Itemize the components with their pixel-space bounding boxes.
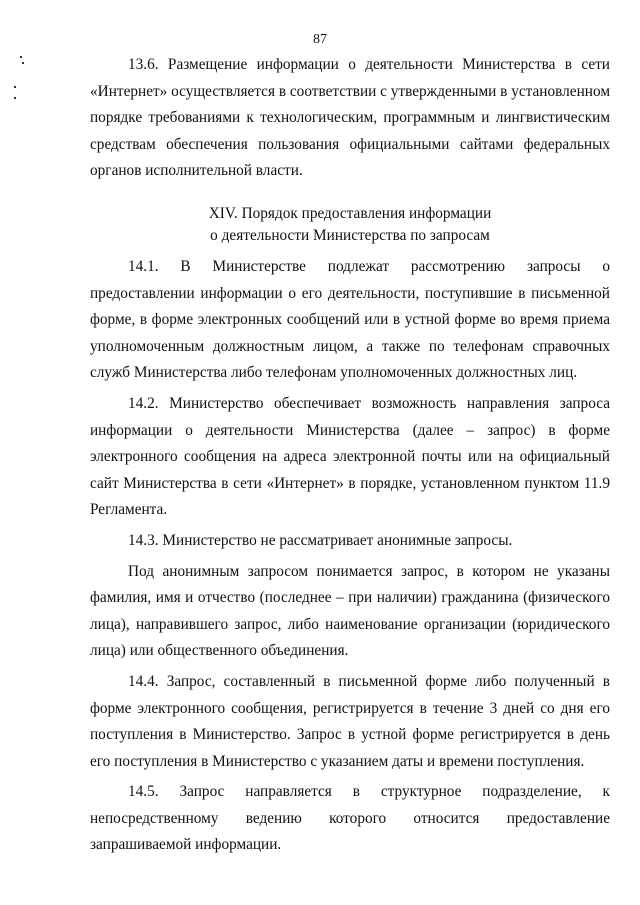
paragraph-14-1: 14.1. В Министерстве подлежат рассмотрению запросы о предоставлении информации о его деятельности, поступившие в письменной форме, в форме электронных сообщений или в устной форме во время приема уполномоченным должностным лицом, а также по телефонам справочных служб Министерства либо телефонам уполномоченных должностных лиц.: [90, 258, 610, 382]
paragraph-14-3: 14.3. Министерство не рассматривает анонимные запросы.: [128, 531, 513, 549]
scan-artifact: [22, 62, 24, 64]
scan-artifact: [14, 97, 16, 99]
section-heading-line-2: о деятельности Министерства по запросам: [210, 227, 490, 244]
paragraph-14-5: 14.5. Запрос направляется в структурное подразделение, к непосредственному ведению которого относится предоставление запрашиваемой информации.: [90, 783, 610, 854]
paragraph-14-2: 14.2. Министерство обеспечивает возможность направления запроса информации о деятельности Министерства (далее – запрос) в форме электронного сообщения на адреса электронной почты или на официальный сайт Министерства в сети «Интернет» в порядке, установленном пунктом 11.9 Регламента.: [90, 394, 610, 519]
section-heading: [90, 203, 610, 247]
paragraph-14-3-definition: Под анонимным запросом понимается запрос, в котором не указаны фамилия, имя и отчество (последнее – при наличии) гражданина (физического лица), направившего запрос, либо наименование организации (юридического лица) или общественного объединения.: [90, 562, 610, 660]
section-heading-line-1: XIV. Порядок предоставления информации: [208, 205, 492, 222]
paragraph-13-6: 13.6. Размещение информации о деятельности Министерства в сети «Интернет» осуществляется в соответствии с утвержденными в установленном порядке требованиями к технологическим, программным и лингвистическим средствам обеспечения пользования официальными сайтами федеральных органов исполнительной власти.: [90, 56, 610, 180]
section-13-text: [90, 52, 610, 185]
paragraph-14-4: 14.4. Запрос, составленный в письменной форме либо полученный в форме электронного сообщения, регистрируется в течение 3 дней со дня его поступления в Министерство. Запрос в устной форме регистрируется в день его поступления в Министерство с указанием даты и времени поступления.: [90, 672, 610, 770]
page-number: 87: [313, 32, 327, 47]
section-14-text: [90, 254, 610, 859]
scan-artifact: [14, 86, 16, 88]
scan-artifact: [20, 56, 22, 58]
